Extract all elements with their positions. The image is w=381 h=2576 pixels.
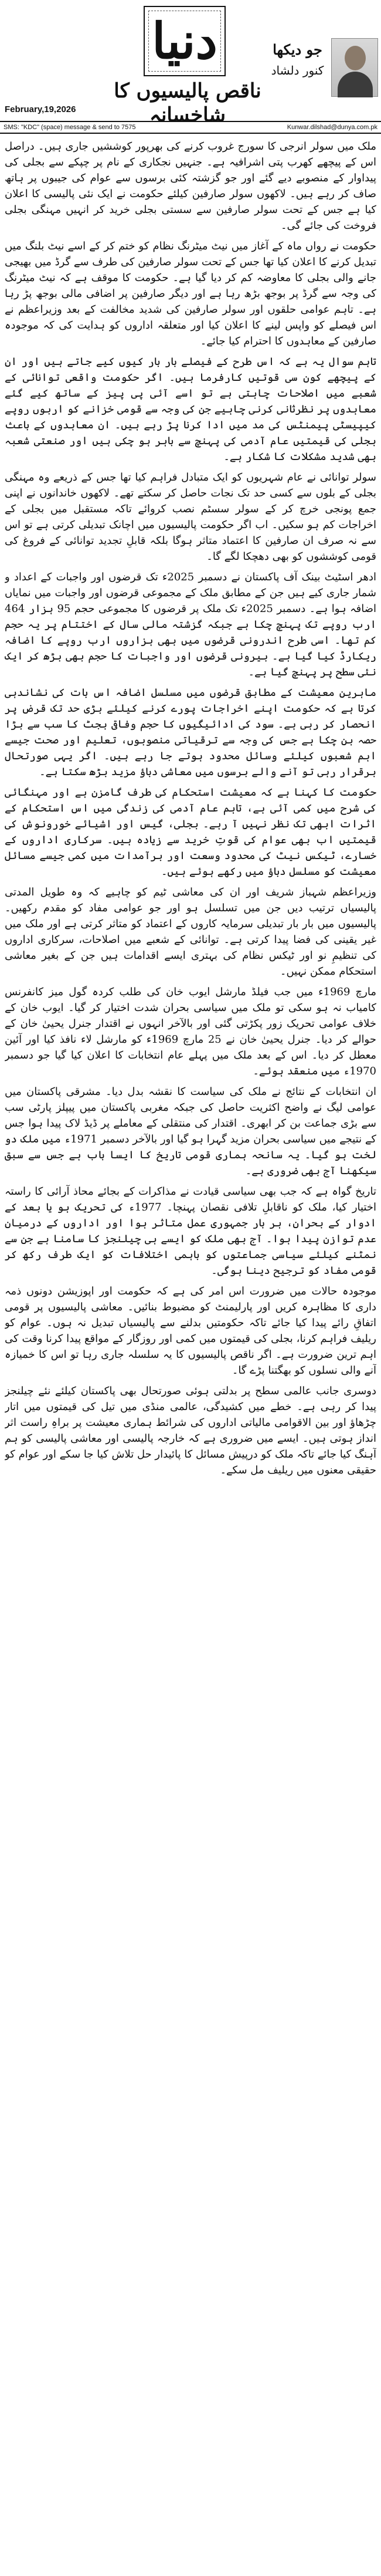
article-paragraph: ان انتخابات کے نتائج نے ملک کی سیاست کا نقشہ بدل دیا۔ مشرقی پاکستان میں عوامی لیگ نے واضح اکثریت حاصل کی جبکہ مغربی پاکستان میں پیپلز پارٹی سب سے بڑی جماعت بن کر ابھری۔ اقتدار کی منتقلی کے معاملے پر ڈیڈ لاک پیدا ہوا جس کے نتیجے میں سیاسی بحران مزید گہرا ہو گیا اور بالآخر دسمبر 1971ء میں ملک دو لخت ہو گیا۔ یہ سانحہ ہماری قومی تاریخ کا ایسا باب ہے جس سے سبق سیکھنا آج بھی ضروری ہے۔ [5,1086,376,1177]
author-photo [331,38,378,97]
article-paragraph: حکومت نے رواں ماہ کے آغاز میں نیٹ میٹرنگ نظام کو ختم کر کے اسے نیٹ بلنگ میں تبدیل کرنے کا اعلان کیا تھا جس کے تحت سولر صارفین کی طرف سے گرڈ میں بھیجی جانے والی بجلی کا معاوضہ کم کر دیا گیا ہے۔ حکومت کا موقف ہے کہ نیٹ میٹرنگ کی وجہ سے گرڈ پر بوجھ بڑھ رہا ہے اور دیگر صارفین پر اضافی مالی بوجھ پڑ رہا ہے۔ تاہم عوامی حلقوں اور سولر صارفین کی شدید مخالفت کے بعد وزیراعظم نے اس فیصلے کو واپس لینے کا اعلان کیا اور متعلقہ اداروں کو ہدایت کی کہ موجودہ صارفین کے معاہدوں کا احترام کیا جائے۔ [5,240,376,347]
author-name: کنور دلشاد [271,63,324,77]
author-photo-head [345,46,366,70]
article-paragraph: موجودہ حالات میں ضرورت اس امر کی ہے کہ حکومت اور اپوزیشن دونوں ذمہ داری کا مظاہرہ کریں اور پارلیمنٹ کو مضبوط بنائیں۔ معاشی پالیسیوں پر قومی اتفاقِ رائے پیدا کیا جائے تاکہ حکومتیں بدلنے سے پالیسیاں تبدیل نہ ہوں۔ عوام کو ریلیف فراہم کرنا، بجلی کی قیمتوں میں کمی اور روزگار کے مواقع پیدا کرنا وقت کی اہم ترین ضرورت ہے۔ اگر ناقص پالیسیوں کا یہ سلسلہ جاری رہا تو اس کا خمیازہ آنے والی نسلوں کو بھگتنا پڑے گا۔ [5,1285,376,1377]
article-paragraph: ادھر اسٹیٹ بینک آف پاکستان نے دسمبر 2025ء تک قرضوں اور واجبات کے اعداد و شمار جاری کیے ہیں جن کے مطابق ملک کے مجموعی قرضوں اور واجبات میں نمایاں اضافہ ہوا ہے۔ دسمبر 2025ء تک ملک پر قرضوں کا مجموعی حجم 95 ہزار 464 ارب روپے تک پہنچ چکا ہے جبکہ گزشتہ مالی سال کے اختتام پر یہ حجم کم تھا۔ اسی طرح اندرونی قرضوں میں بھی ہزاروں ارب روپے کا اضافہ ریکارڈ کیا گیا ہے۔ بیرونی قرضوں اور واجبات کا حجم بھی بڑھ کر ایک نئی سطح پر پہنچ گیا ہے۔ [5,571,376,678]
author-photo-body [338,72,373,97]
article-paragraph: حکومت کا کہنا ہے کہ معیشت استحکام کی طرف گامزن ہے اور مہنگائی کی شرح میں کمی آئی ہے، تاہم عام آدمی کی زندگی میں اس استحکام کے اثرات ابھی تک نظر نہیں آ رہے۔ بجلی، گیس اور اشیائے خورونوش کی قیمتیں اب بھی عوام کی قوتِ خرید سے زیادہ ہیں۔ سرکاری اداروں کے خسارے، ٹیکس نیٹ کی محدود وسعت اور برآمدات میں کمی جیسے مسائل معیشت کو مسلسل دباؤ میں رکھے ہوئے ہیں۔ [5,786,376,878]
author-email[interactable]: Kunwar.dilshad@dunya.com.pk [287,124,377,131]
article-paragraph: تاریخ گواہ ہے کہ جب بھی سیاسی قیادت نے مذاکرات کے بجائے محاذ آرائی کا راستہ اختیار کیا، ملک کو ناقابلِ تلافی نقصان پہنچا۔ 1977ء کی تحریک ہو یا بعد کے ادوار کے بحران، ہر بار جمہوری عمل متاثر ہوا اور اداروں کے درمیان عدم توازن پیدا ہوا۔ آج بھی ملک کو ایسے ہی چیلنجز کا سامنا ہے جن سے نمٹنے کیلئے سیاسی جماعتوں کو باہمی اختلافات کو ایک طرف رکھ کر قومی مفاد کو ترجیح دینا ہوگی۔ [5,1185,376,1277]
article-paragraph: وزیراعظم شہباز شریف اور ان کی معاشی ٹیم کو چاہیے کہ وہ طویل المدتی پالیسیاں ترتیب دیں جن میں تسلسل ہو اور جو عوامی مفاد کو مقدم رکھیں۔ پالیسیوں میں بار بار تبدیلی سرمایہ کاروں کے اعتماد کو متاثر کرتی ہے اور ملک میں غیر یقینی کی فضا پیدا کرتی ہے۔ توانائی کے شعبے میں اصلاحات، سرکاری اداروں کی تنظیمِ نو اور ٹیکس نظام کی بہتری ایسے اقدامات ہیں جن کے بغیر معاشی استحکام ممکن نہیں۔ [5,886,376,978]
logo-text: دنیا [152,12,217,70]
article-paragraph: سولر توانائی نے عام شہریوں کو ایک متبادل فراہم کیا تھا جس کے ذریعے وہ مہنگی بجلی کے بلوں سے کسی حد تک نجات حاصل کر سکتے تھے۔ لاکھوں خاندانوں نے اپنی جمع پونجی خرچ کر کے سولر سسٹم نصب کروائے تاکہ مستقبل میں بجلی کے اخراجات کم ہو سکیں۔ اب اگر حکومت پالیسیوں میں اچانک تبدیلی کرتی ہے تو اس سے نہ صرف ان صارفین کا اعتماد متاثر ہوگا بلکہ قابلِ تجدید توانائی کے فروغ کی قومی کوششوں کو بھی دھچکا لگے گا۔ [5,471,376,563]
article-headline: ناقص پالیسیوں کا شاخسانہ [114,79,261,127]
sms-instructions: SMS: "KDC" (space) message & send to 7575 [4,124,136,131]
newspaper-logo [144,6,226,76]
article-paragraph: تاہم سوال یہ ہے کہ اس طرح کے فیصلے بار بار کیوں کیے جاتے ہیں اور ان کے پیچھے کون سی قوتیں کارفرما ہیں۔ اگر حکومت واقعی توانائی کے شعبے میں اصلاحات چاہتی ہے تو اسے آئی پی پیز کے ساتھ کیے گئے معاہدوں پر نظرثانی کرنی چاہیے جن کی وجہ سے قومی خزانے کو اربوں روپے کیپیسٹی پیمنٹس کی مد میں ادا کرنا پڑ رہے ہیں۔ ان معاہدوں کے باعث بجلی کی قیمتیں عام آدمی کی پہنچ سے باہر ہو چکی ہیں اور صنعتی شعبہ بھی شدید مشکلات کا شکار ہے۔ [5,356,376,463]
article-paragraph: دوسری جانب عالمی سطح پر بدلتی ہوئی صورتحال بھی پاکستان کیلئے نئے چیلنجز پیدا کر رہی ہے۔ خطے میں کشیدگی، عالمی منڈی میں تیل کی قیمتوں میں اتار چڑھاؤ اور بین الاقوامی مالیاتی اداروں کی شرائط ہماری معیشت پر براہِ راست اثر انداز ہوتی ہیں۔ ایسے میں ضروری ہے کہ خارجہ پالیسی اور معاشی پالیسی کو ہم آہنگ کیا جائے تاکہ ملک کو درپیش مسائل کا پائیدار حل تلاش کیا جا سکے اور عوام کو حقیقی معنوں میں ریلیف مل سکے۔ [5,1385,376,1476]
article-body [5,138,376,2568]
publish-date: February,19,2026 [5,104,76,114]
masthead [126,6,243,76]
article-paragraph: ملک میں سولر انرجی کا سورج غروب کرنے کی بھرپور کوششیں جاری ہیں۔ دراصل اس کے پیچھے کھرب پتی اشرافیہ ہے۔ جنہیں نجکاری کے نام پر چپکے سے بجلی کی پیداوار کے منصوبے دیے گئے اور جو گزشتہ کئی برسوں سے عوام کی جیبوں پر ہاتھ صاف کر رہے ہیں۔ لاکھوں سولر صارفین کیلئے حکومت نے ایک نئی پالیسی کا اعلان کیا ہے جس کے تحت سولر صارفین سے سستی بجلی خرید کر انہیں مہنگی بجلی فروخت کی جائے گی۔ [5,140,376,232]
article-paragraph: ماہرین معیشت کے مطابق قرضوں میں مسلسل اضافہ اس بات کی نشاندہی کرتا ہے کہ حکومت اپنے اخراجات پورے کرنے کیلئے بڑی حد تک قرض پر انحصار کر رہی ہے۔ سود کی ادائیگیوں کا حجم وفاقی بجٹ کا سب سے بڑا حصہ بن چکا ہے جس کی وجہ سے ترقیاتی منصوبوں، تعلیم اور صحت جیسے اہم شعبوں کیلئے وسائل محدود ہوتے جا رہے ہیں۔ اگر یہی صورتحال برقرار رہی تو آنے والے برسوں میں معاشی دباؤ مزید بڑھ سکتا ہے۔ [5,687,376,778]
column-name: جو دیکھا [273,41,322,58]
article-paragraph: مارچ 1969ء میں جب فیلڈ مارشل ایوب خان کی طلب کردہ گول میز کانفرنس کامیاب نہ ہو سکی تو ملک میں سیاسی بحران شدت اختیار کر گیا۔ ایوب خان کے خلاف عوامی تحریک زور پکڑتی گئی اور بالآخر انہوں نے اقتدار جنرل یحییٰ خان کے حوالے کر دیا۔ جنرل یحییٰ خان نے 25 مارچ 1969ء کو مارشل لاء نافذ کیا اور آئین معطل کر دیا۔ اس کے بعد ملک میں پہلے عام انتخابات کا اعلان کیا گیا جو دسمبر 1970ء میں منعقد ہوئے۔ [5,986,376,1077]
contact-bar [0,121,381,134]
